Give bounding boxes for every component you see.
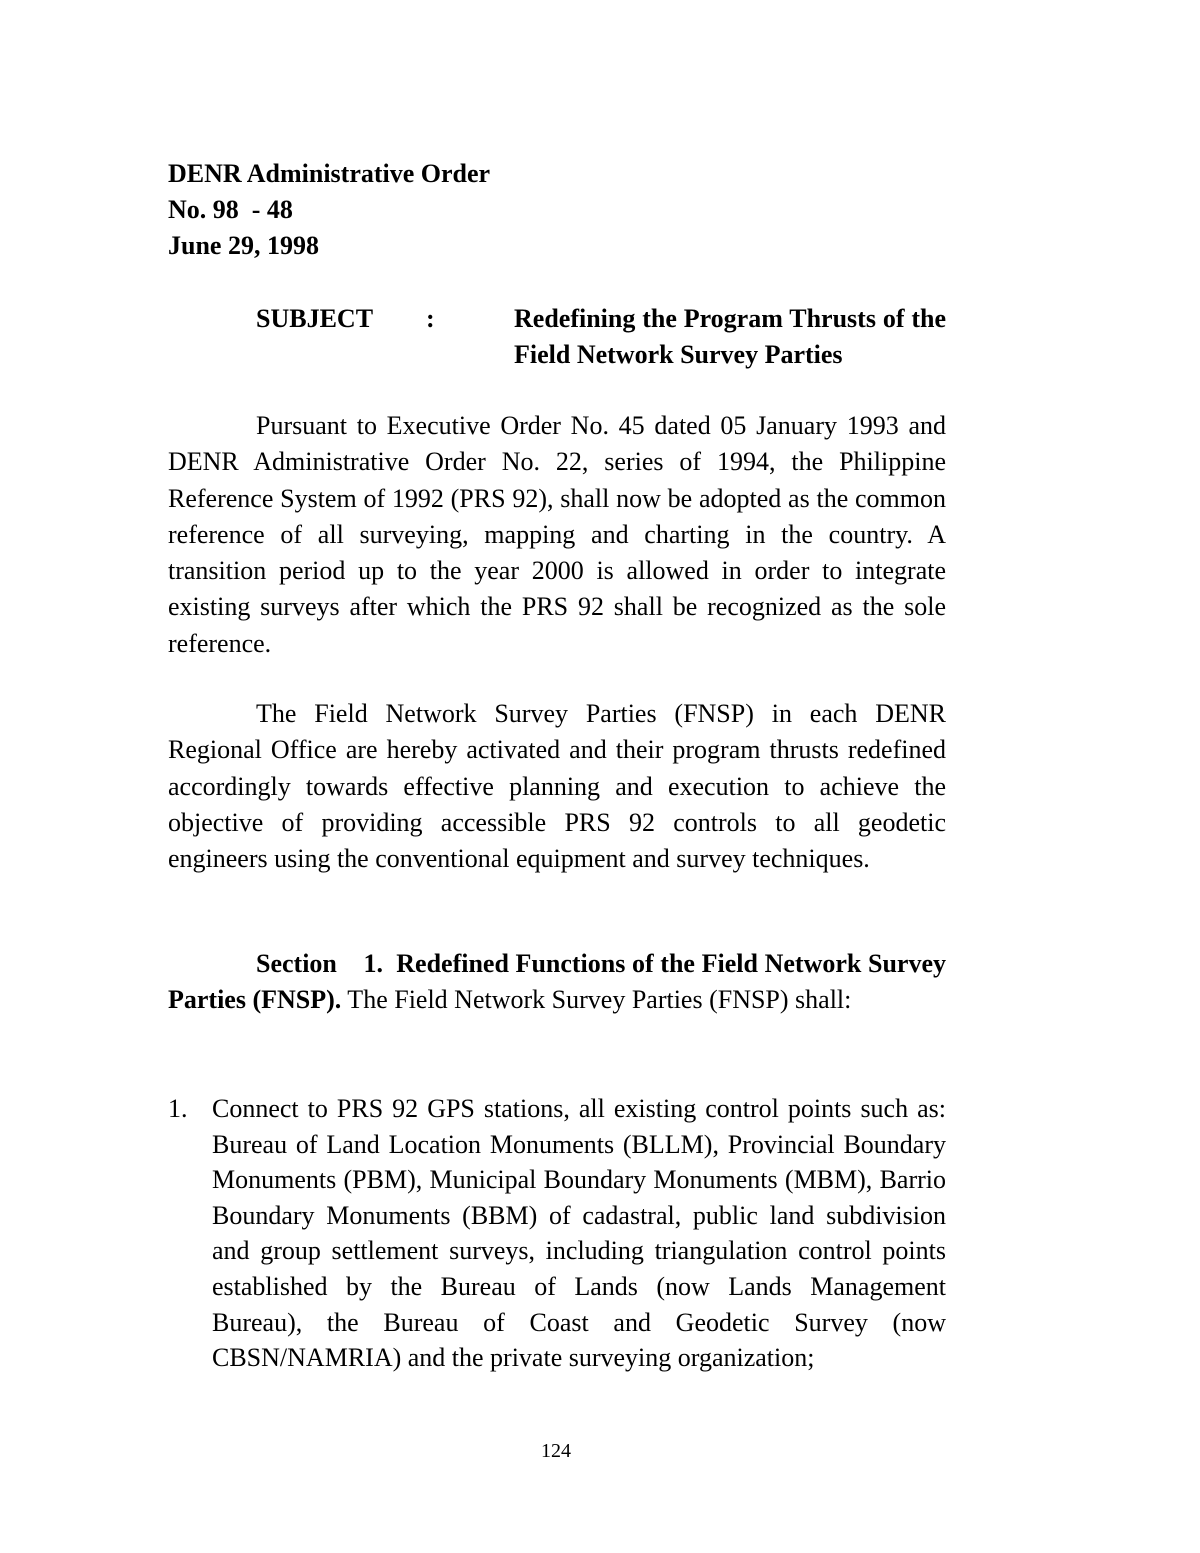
section-1-paragraph <box>168 946 953 1019</box>
section-1-heading: Section 1. Redefined Functions of the Field Network Survey Parties (FNSP). <box>168 949 953 1015</box>
subject-text: Redefining the Program Thrusts of the Field Network Survey Parties <box>514 304 946 369</box>
section-1-text: The Field Network Survey Parties (FNSP) shall: <box>341 985 852 1015</box>
subject-colon: : <box>426 304 435 333</box>
list-item <box>168 1091 946 1376</box>
list-item-number: 1. <box>168 1094 188 1123</box>
list-item-text: Connect to PRS 92 GPS stations, all existing control points such as: Bureau of Land Location Monuments (BLLM), Provincial Boundary Monuments (PBM), Municipal Boundary Monuments (MBM), Barrio Boundary Monuments (BBM) of cadastral, public land subdivision and group settlement surveys, including triangulation control points established by the Bureau of Lands (now Lands Management Bureau), the Bureau of Coast and Geodetic Survey (now CBSN/NAMRIA) and the private surveying organization; <box>212 1094 946 1373</box>
order-date: June 29, 1998 <box>168 231 319 260</box>
paragraph-executive-order: Pursuant to Executive Order No. 45 dated 05 January 1993 and DENR Administrative Order No. 22, series of 1994, the Philippine Reference System of 1992 (PRS 92), shall now be adopted as the common reference of all surveying, mapping and charting in the country. A transition period up to the year 2000 is allowed in order to integrate existing surveys after which the PRS 92 shall be recognized as the sole reference. <box>168 411 946 658</box>
order-number: No. 98 - 48 <box>168 195 293 224</box>
order-title: DENR Administrative Order <box>168 159 491 188</box>
subject-label: SUBJECT <box>256 304 374 333</box>
document-header <box>168 156 490 264</box>
page-number: 124 <box>541 1440 571 1462</box>
paragraph-fnsp-activation: The Field Network Survey Parties (FNSP) in each DENR Regional Office are hereby activated and their program thrusts redefined accordingly towards effective planning and execution to achieve the objective of providing accessible PRS 92 controls to all geodetic engineers using the conventional equipment and survey techniques. <box>168 699 946 874</box>
